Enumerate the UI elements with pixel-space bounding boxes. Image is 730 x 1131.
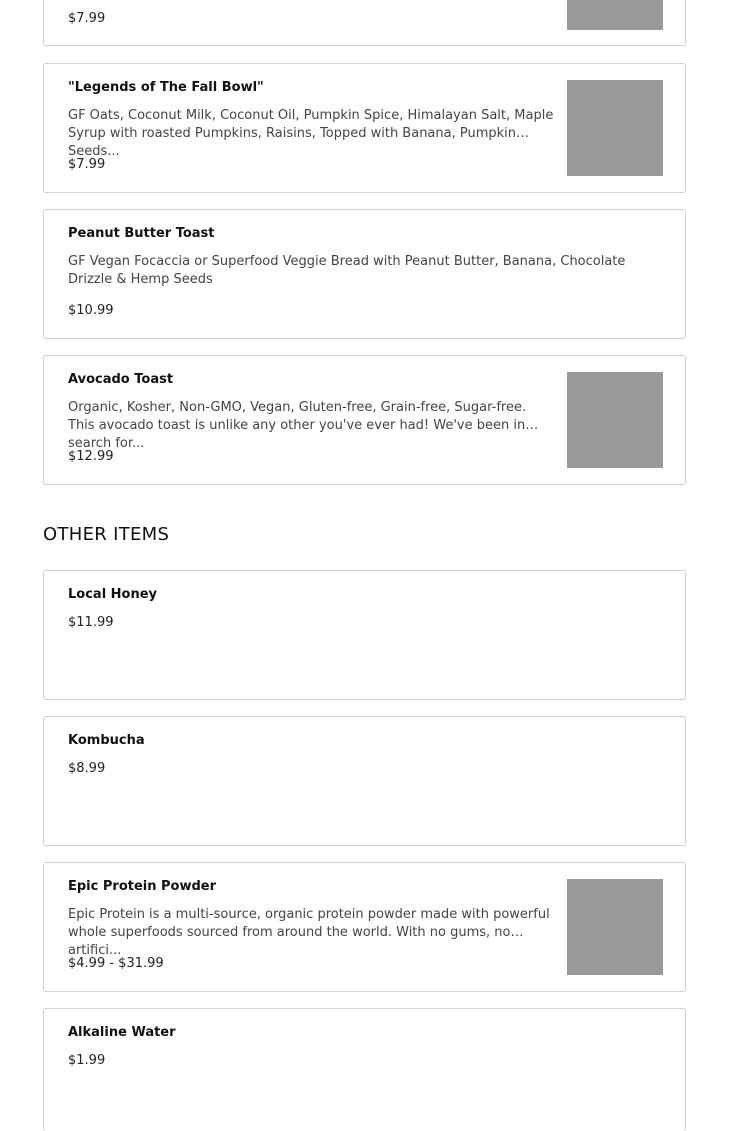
menu-item-card[interactable] — [43, 716, 686, 846]
menu-item-card[interactable] — [43, 570, 686, 700]
section-title: OTHER ITEMS — [43, 524, 170, 545]
item-name: Local Honey — [68, 587, 158, 602]
item-description: GF Oats, Coconut Milk, Coconut Oil, Pumpkin Spice, Himalayan Salt, Maple Syrup with roasted Pumpkins, Raisins, Topped with Banana, Pumpkin Seeds... — [68, 108, 554, 159]
item-description: Epic Protein is a multi-source, organic protein powder made with powerful whole superfoods sourced from around the world. With no gums, no artifici... — [68, 907, 550, 958]
item-image — [567, 80, 663, 176]
item-name: Alkaline Water — [68, 1025, 176, 1040]
menu-item-card[interactable] — [43, 0, 686, 46]
menu-item-card[interactable] — [43, 1008, 686, 1131]
item-name: Avocado Toast — [68, 372, 174, 387]
item-image — [567, 879, 663, 975]
item-price: $12.99 — [68, 449, 114, 464]
item-price: $7.99 — [68, 11, 106, 26]
item-image — [567, 372, 663, 468]
item-price: $11.99 — [68, 615, 114, 630]
menu-item-card[interactable] — [43, 862, 686, 992]
menu-item-card[interactable] — [43, 209, 686, 339]
item-name: Epic Protein Powder — [68, 879, 217, 894]
menu-item-card[interactable] — [43, 355, 686, 485]
item-price: $1.99 — [68, 1053, 106, 1068]
item-price: $4.99 - $31.99 — [68, 956, 164, 971]
item-description: Organic, Kosher, Non-GMO, Vegan, Gluten-free, Grain-free, Sugar-free. This avocado toast is unlike any other you've ever had! We've been in search for... — [68, 400, 527, 451]
item-price: $7.99 — [68, 157, 106, 172]
item-name: Kombucha — [68, 733, 145, 748]
item-image — [567, 0, 663, 30]
item-price: $10.99 — [68, 303, 114, 318]
item-name: Peanut Butter Toast — [68, 226, 215, 241]
item-name: "Legends of The Fall Bowl" — [68, 80, 264, 95]
item-description: GF Vegan Focaccia or Superfood Veggie Bread with Peanut Butter, Banana, Chocolate Drizzle & Hemp Seeds — [68, 254, 626, 287]
menu-item-card[interactable] — [43, 63, 686, 193]
item-price: $8.99 — [68, 761, 106, 776]
